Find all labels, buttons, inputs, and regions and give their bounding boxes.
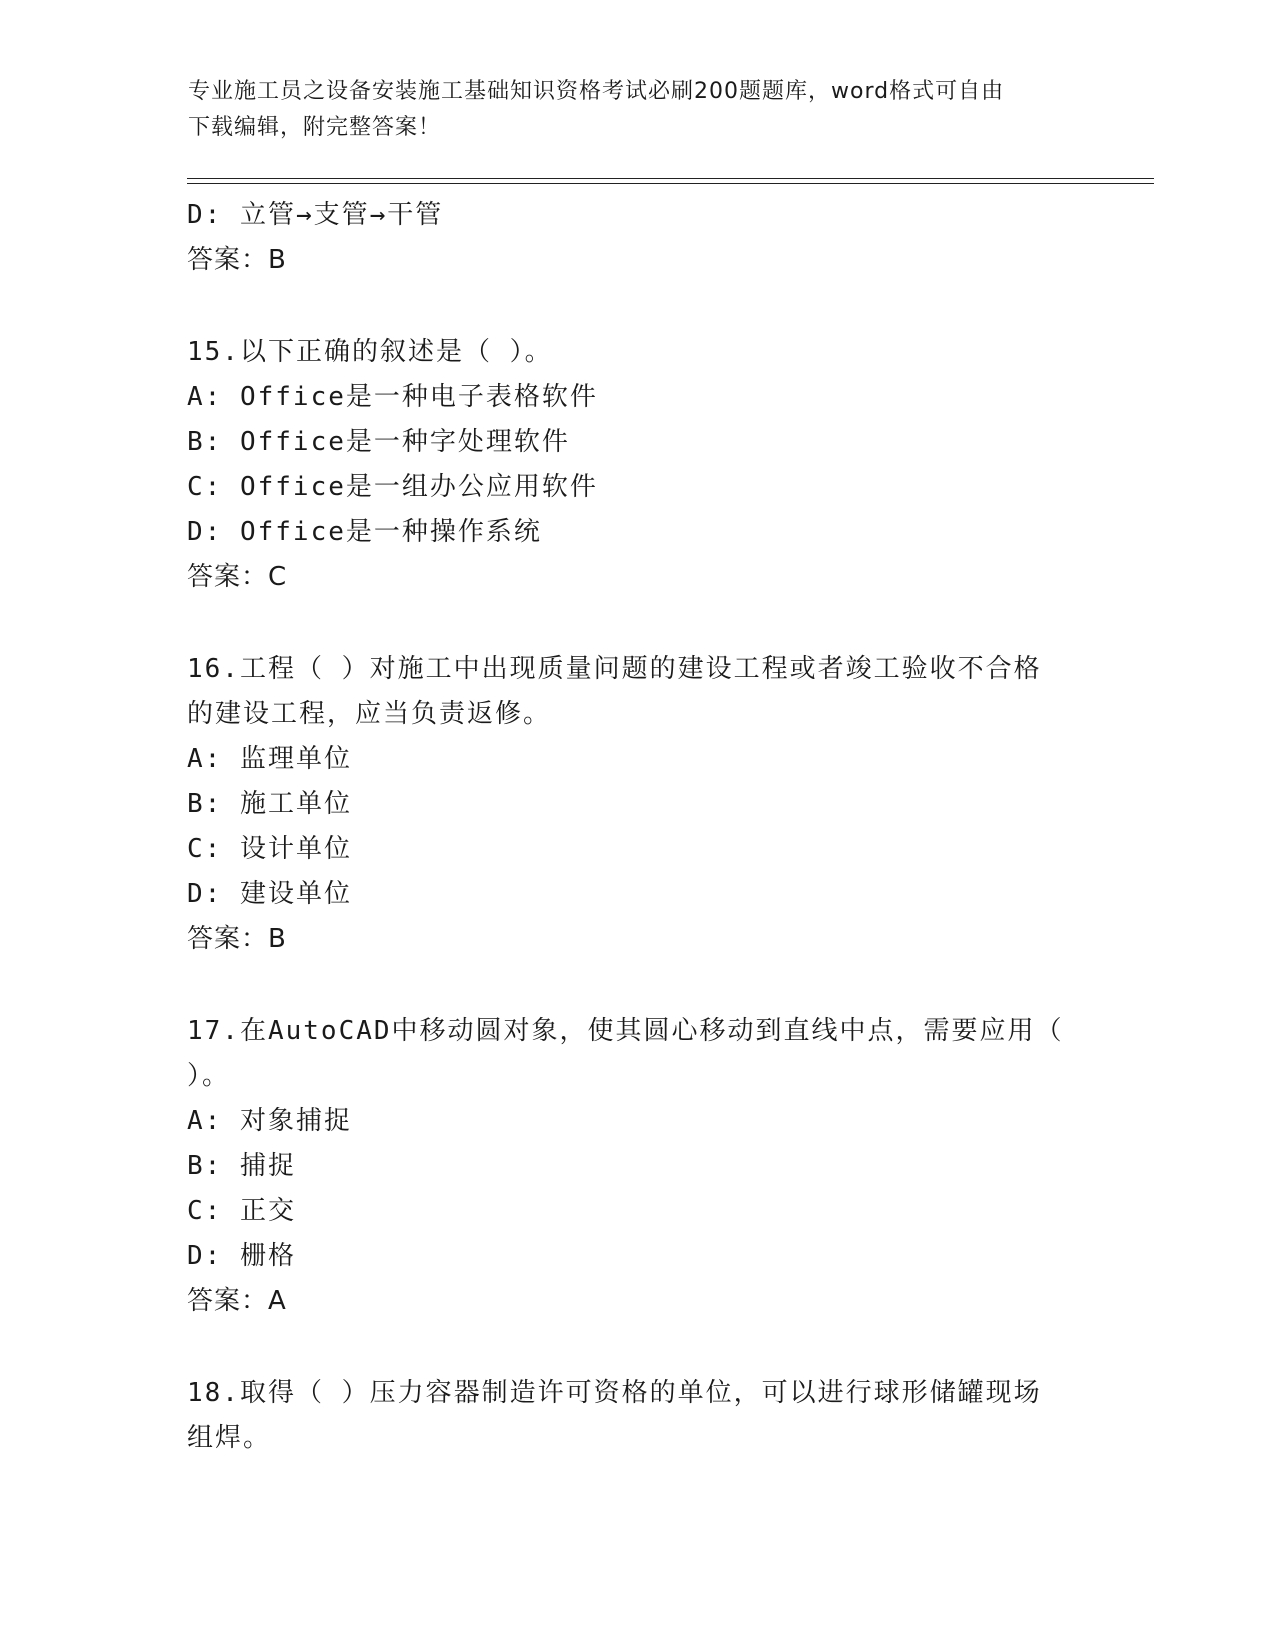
question-text: 18.取得（ ）压力容器制造许可资格的单位，可以进行球形储罐现场 [187,1378,1042,1408]
answer-line: 答案：A [187,1286,287,1316]
option-b: B: 捕捉 [187,1151,296,1181]
option-a: A: 监理单位 [187,744,352,774]
question-text-cont: 的建设工程，应当负责返修。 [187,699,552,729]
question-text: 15.以下正确的叙述是（ ）。 [187,337,553,367]
option-c: C: Office是一组办公应用软件 [187,472,598,502]
question-text-cont: ）。 [187,1061,231,1091]
header-divider-bottom [187,183,1154,184]
document-header [188,74,1068,146]
question-body [187,193,1087,1461]
header-line-2: 下载编辑，附完整答案！ [188,115,442,140]
option-c: C: 正交 [187,1196,296,1226]
question-18 [187,1371,1087,1461]
option-a: A: 对象捕捉 [187,1106,352,1136]
option-d: D: Office是一种操作系统 [187,517,542,547]
question-text-cont: 组焊。 [187,1423,272,1453]
header-line-1: 专业施工员之设备安装施工基础知识资格考试必刷200题题库，word格式可自由 [188,79,1005,104]
answer-line: 答案：B [187,924,287,954]
option-d: D: 立管→支管→干管 [187,200,444,230]
question-16 [187,647,1087,962]
option-d: D: 栅格 [187,1241,296,1271]
answer-line: 答案：C [187,562,288,592]
option-c: C: 设计单位 [187,834,352,864]
option-b: B: 施工单位 [187,789,352,819]
option-d: D: 建设单位 [187,879,352,909]
question-17 [187,1009,1087,1324]
answer-line: 答案：B [187,245,287,275]
option-a: A: Office是一种电子表格软件 [187,382,598,412]
question-text: 17.在AutoCAD中移动圆对象，使其圆心移动到直线中点，需要应用（ [187,1016,1064,1046]
question-text: 16.工程（ ）对施工中出现质量问题的建设工程或者竣工验收不合格 [187,654,1042,684]
header-divider-top [187,178,1154,179]
question-15 [187,330,1087,600]
option-b: B: Office是一种字处理软件 [187,427,570,457]
